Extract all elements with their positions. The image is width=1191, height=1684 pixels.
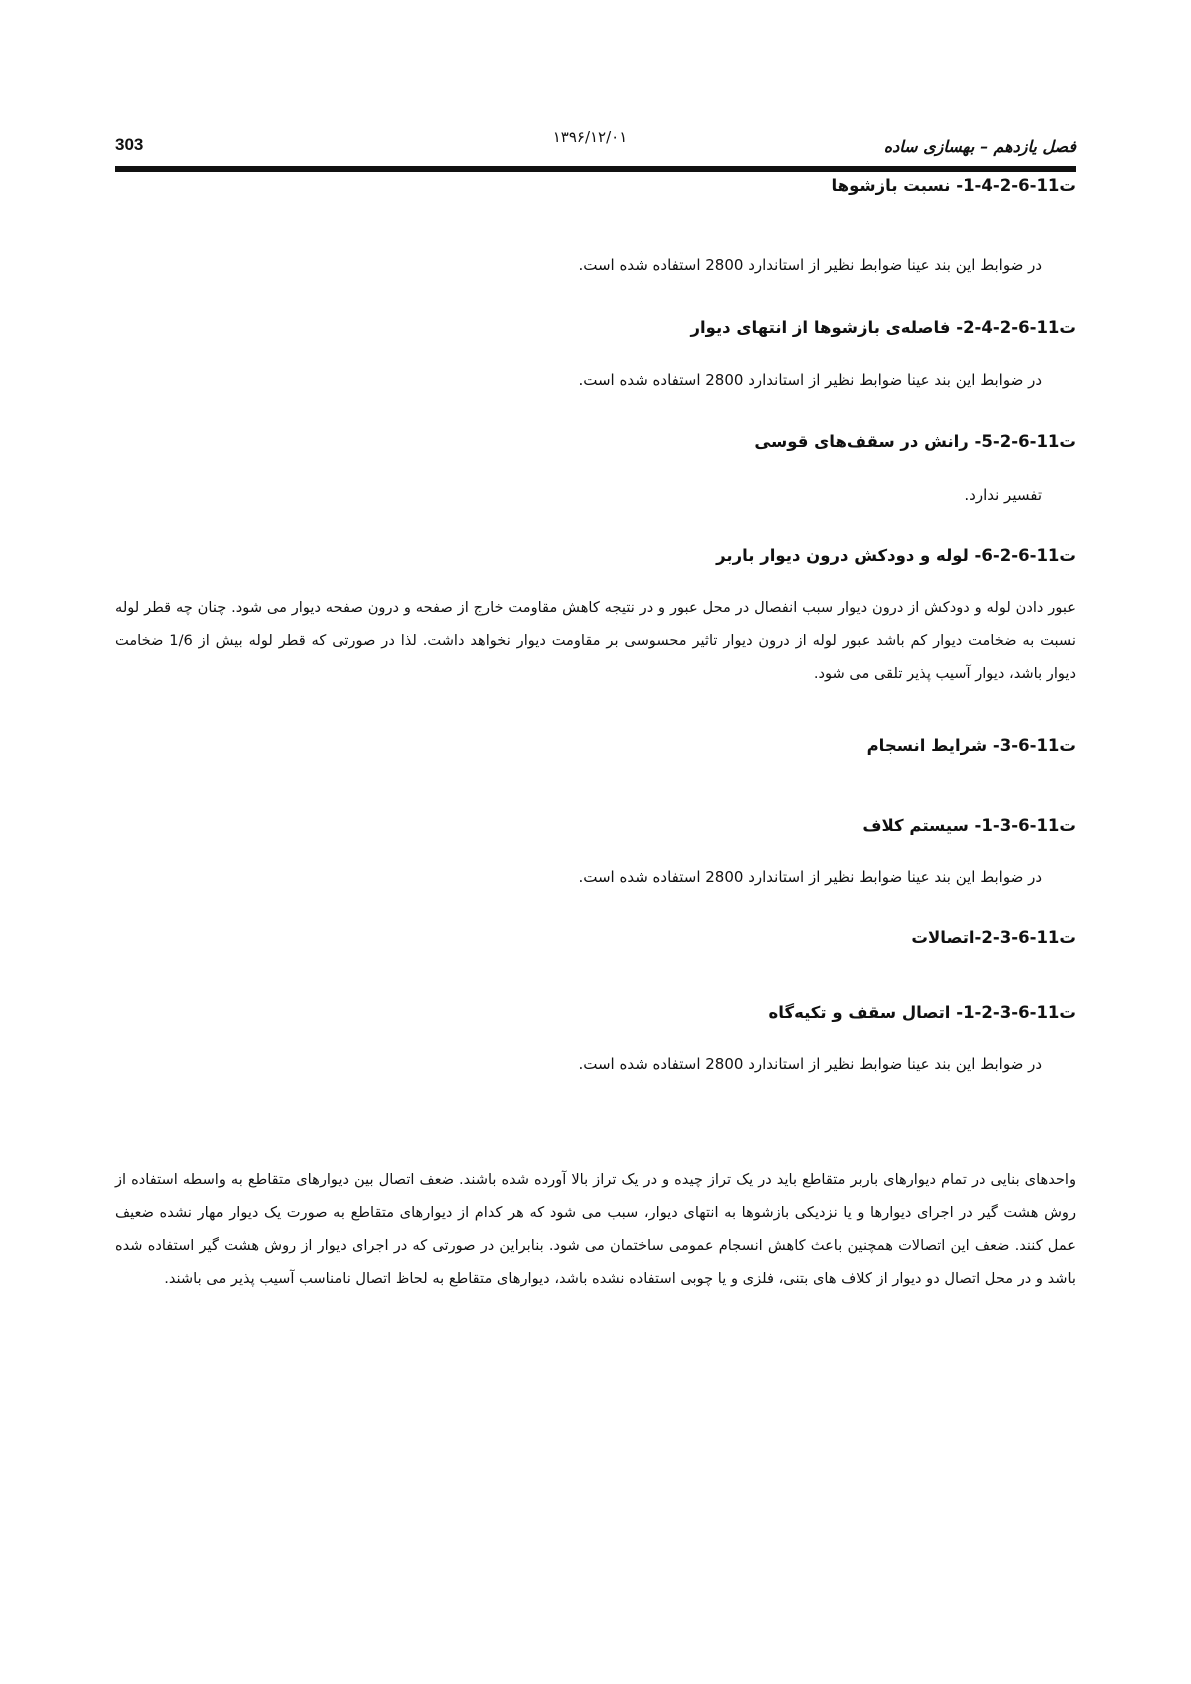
page-number: 303 bbox=[115, 135, 144, 154]
document-date: ۱۳۹۶/۱۲/۰۱ bbox=[552, 128, 628, 146]
paragraph-openings-ratio: در ضوابط این بند عینا ضوابط نظیر از استاندارد 2800 استفاده شده است. bbox=[578, 256, 1042, 274]
section-heading-roof-support-connection: ت11-6-3-2-1- اتصال سقف و تکیه‌گاه bbox=[768, 1003, 1076, 1022]
paragraph-wall-connections: واحدهای بنایی در تمام دیوارهای باربر متقاطع باید در یک تراز چیده و در یک تراز بالا آورده شده باشند. ضعف اتصال بین دیوارهای متقاطع به واسطه استفاده از روش هشت گیر در اجرای دیوارها و یا نزدیکی بازشوها به انتهای دیوار، سبب می شود که هر کدام از دیوارهای متقاطع به صورت یک دیوار مهار نشده ضعیف عمل کنند. ضعف این اتصالات همچنین باعث کاهش انسجام عمومی ساختمان می شود. بنابراین در صورتی که در اجرای دیوار از روش هشت گیر استفاده شده باشد و در محل اتصال دو دیوار از کلاف های بتنی، فلزی و یا چوبی استفاده نشده باشد، دیوارهای متقاطع به لحاظ اتصال نامناسب آسیب پذیر می باشند. bbox=[115, 1171, 1076, 1287]
section-heading-pipes-chimney: ت11-6-2-6- لوله و دودکش درون دیوار باربر bbox=[716, 546, 1076, 565]
page-header bbox=[0, 0, 1191, 180]
section-heading-openings-ratio: ت11-6-2-4-1- نسبت بازشوها bbox=[831, 176, 1076, 195]
paragraph-openings-distance: در ضوابط این بند عینا ضوابط نظیر از استاندارد 2800 استفاده شده است. bbox=[578, 371, 1042, 389]
paragraph-tie-beam-system: در ضوابط این بند عینا ضوابط نظیر از استاندارد 2800 استفاده شده است. bbox=[578, 868, 1042, 886]
paragraph-arched-roof-thrust: تفسیر ندارد. bbox=[964, 486, 1042, 504]
section-heading-connections: ت11-6-3-2-اتصالات bbox=[911, 928, 1076, 947]
chapter-title: فصل یازدهم – بهسازی ساده bbox=[883, 137, 1076, 156]
paragraph-pipes-chimney: عبور دادن لوله و دودکش از درون دیوار سبب انفصال در محل عبور و در نتیجه کاهش مقاومت خارج از صفحه و درون صفحه دیوار می شود. چنان چه قطر لوله نسبت به ضخامت دیوار کم باشد عبور لوله از درون دیوار تاثیر محسوسی بر مقاومت دیوار نخواهد داشت. لذا در صورتی که قطر لوله بیش از 1/6 ضخامت دیوار باشد، دیوار آسیب پذیر تلقی می شود. bbox=[115, 599, 1076, 682]
section-heading-arched-roof-thrust: ت11-6-2-5- رانش در سقف‌های قوسی bbox=[754, 432, 1076, 451]
section-heading-openings-distance: ت11-6-2-4-2- فاصله‌ی بازشوها از انتهای دیوار bbox=[690, 318, 1076, 337]
header-divider bbox=[115, 166, 1076, 172]
section-heading-integrity-conditions: ت11-6-3- شرایط انسجام bbox=[866, 736, 1076, 755]
paragraph-roof-support-connection: در ضوابط این بند عینا ضوابط نظیر از استاندارد 2800 استفاده شده است. bbox=[578, 1055, 1042, 1073]
section-heading-tie-beam-system: ت11-6-3-1- سیستم کلاف bbox=[862, 816, 1076, 835]
